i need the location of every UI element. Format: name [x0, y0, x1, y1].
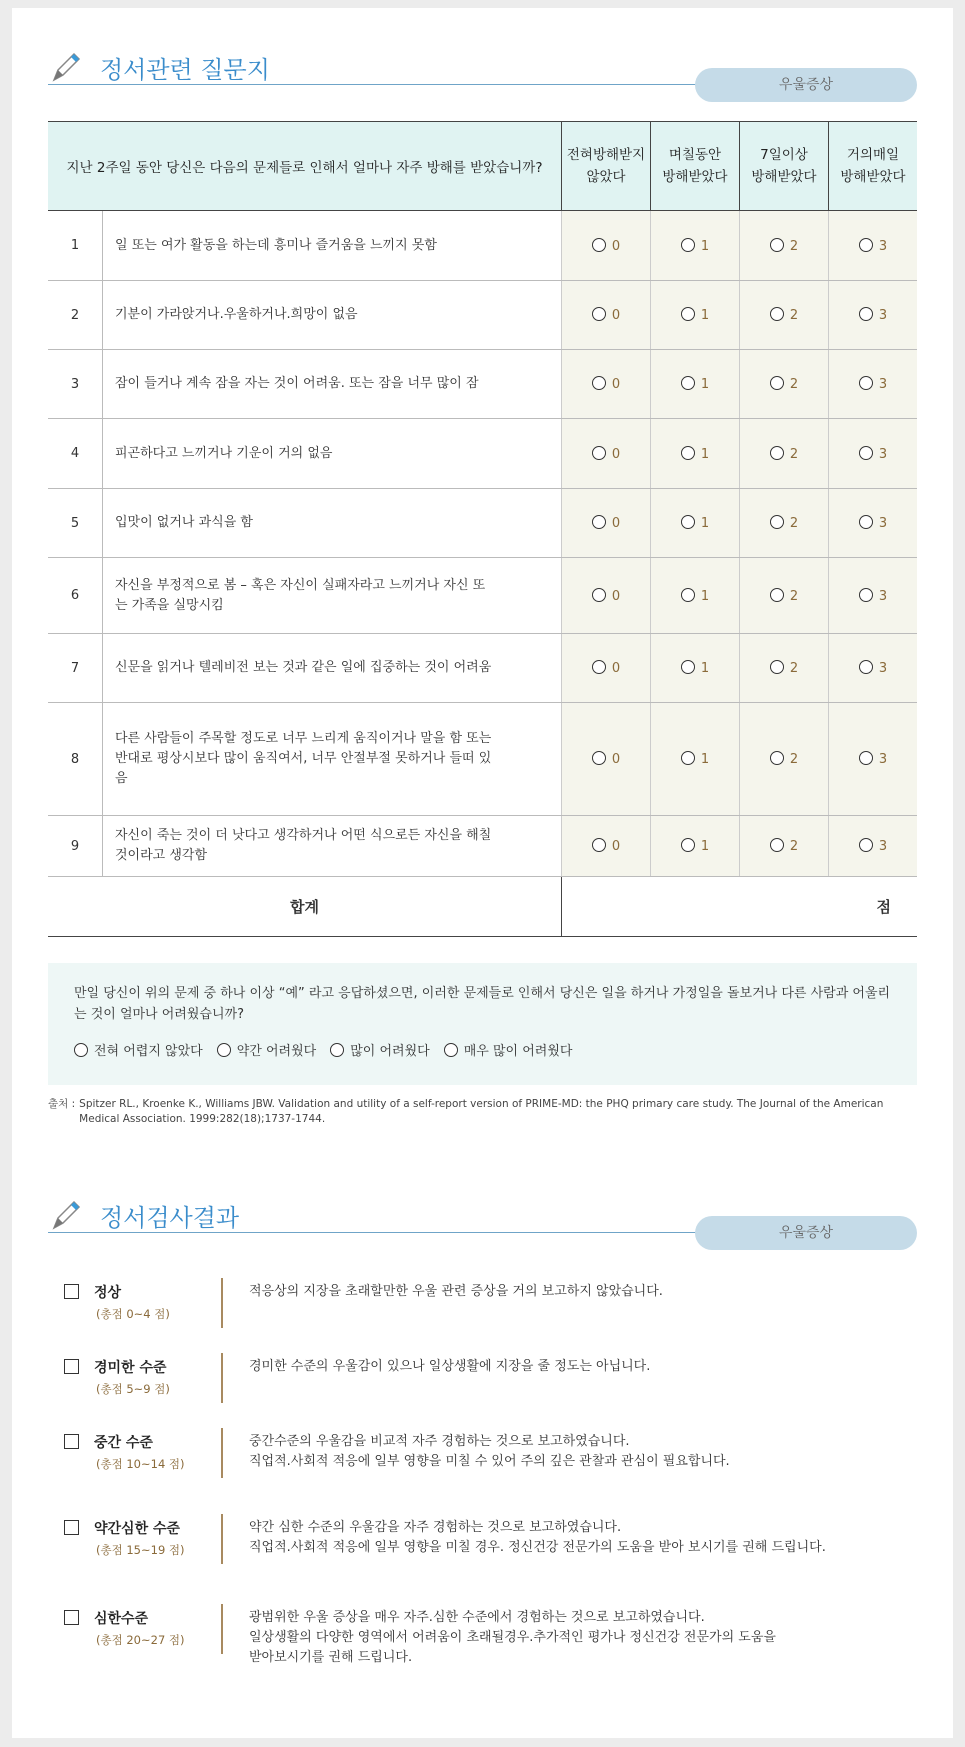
question-text: 잠이 들거나 계속 잠을 자는 것이 어려움. 또는 잠을 너무 많이 잠 [103, 350, 562, 419]
sum-unit: 점 [562, 877, 918, 937]
radio-button[interactable] [592, 838, 606, 852]
difficulty-box [48, 963, 917, 1085]
question-row [48, 634, 917, 703]
level-description: 중간수준의 우울감을 비교적 자주 경험하는 것으로 보고하였습니다. 직업적.사회적 적응에 일부 영향을 미칠 수 있어 주의 깊은 관찰과 관심이 필요합니다. [249, 1434, 730, 1469]
radio-button[interactable] [681, 515, 695, 529]
question-text: 자신을 부정적으로 봄 – 혹은 자신이 실패자라고 느끼거나 자신 또는 가족을 실망시킴 [103, 558, 562, 634]
question-number: 3 [48, 350, 103, 419]
citation-text: Spitzer RL., Kroenke K., Williams JBW. Validation and utility of a self-report version of PRIME-MD: the PHQ primary care study. The Journal of the American Medical Association. 1999:282(18);1737-1744. [79, 1098, 884, 1125]
question-number: 5 [48, 489, 103, 558]
score-value: 1 [700, 238, 710, 254]
score-value: 0 [611, 238, 621, 254]
divider [221, 1428, 223, 1478]
question-text: 피곤하다고 느끼거나 기운이 거의 없음 [103, 419, 562, 489]
score-value: 2 [789, 752, 799, 767]
radio-button[interactable] [859, 376, 873, 390]
radio-button[interactable] [770, 238, 784, 252]
score-value: 1 [700, 308, 710, 323]
question-row [48, 816, 917, 877]
question-text: 자신이 죽는 것이 더 낫다고 생각하거나 어떤 식으로든 자신을 해칠것이라고 생각함 [103, 816, 562, 877]
radio-button[interactable] [592, 446, 606, 460]
score-value: 1 [700, 839, 710, 854]
score-range: (총점 0~4 점) [96, 1307, 170, 1321]
score-value: 3 [878, 516, 888, 531]
divider [221, 1604, 223, 1654]
question-text: 기분이 가라앉거나.우울하거나.희망이 없음 [103, 281, 562, 350]
level-label: 중간 수준 [94, 1435, 153, 1451]
score-option-2[interactable] [740, 816, 829, 877]
radio-button[interactable] [330, 1043, 344, 1057]
score-value: 2 [789, 377, 799, 392]
radio-button[interactable] [592, 238, 606, 252]
score-value: 1 [700, 377, 710, 392]
question-row [48, 558, 917, 634]
score-option-1[interactable] [651, 634, 740, 703]
difficulty-option[interactable]: 전혀 어렵지 않았다 [74, 1044, 203, 1059]
radio-button[interactable] [681, 307, 695, 321]
score-range: (총점 20~27 점) [96, 1633, 185, 1647]
question-row [48, 703, 917, 816]
section-header-results [48, 1194, 917, 1244]
question-row [48, 281, 917, 350]
category-badge: 우울증상 [695, 1216, 917, 1250]
divider [221, 1514, 223, 1564]
score-option-1[interactable] [651, 489, 740, 558]
question-text: 입맛이 없거나 과식을 함 [103, 489, 562, 558]
radio-button[interactable] [770, 588, 784, 602]
score-value: 2 [789, 661, 799, 676]
radio-button[interactable] [444, 1043, 458, 1057]
radio-button[interactable] [74, 1043, 88, 1057]
checkbox[interactable] [64, 1284, 79, 1299]
difficulty-option[interactable]: 약간 어려웠다 [217, 1044, 316, 1059]
citation-label: 출처 : [48, 1098, 76, 1110]
radio-button[interactable] [770, 515, 784, 529]
score-option-3[interactable] [829, 816, 918, 877]
score-value: 3 [878, 661, 888, 676]
divider [221, 1353, 223, 1403]
pencil-icon [48, 50, 82, 84]
difficulty-option[interactable]: 많이 어려웠다 [330, 1044, 429, 1059]
question-number: 6 [48, 558, 103, 634]
option-header-1: 며칠동안 방해받았다 [651, 122, 740, 211]
divider [48, 84, 748, 85]
checkbox[interactable] [64, 1434, 79, 1449]
radio-button[interactable] [770, 307, 784, 321]
score-option-0[interactable] [562, 350, 651, 419]
radio-button[interactable] [770, 376, 784, 390]
radio-button[interactable] [859, 307, 873, 321]
score-option-2[interactable] [740, 489, 829, 558]
score-option-2[interactable] [740, 419, 829, 489]
level-description: 약간 심한 수준의 우울감을 자주 경험하는 것으로 보고하였습니다. 직업적.사회적 적응에 일부 영향을 미칠 경우. 정신건강 전문가의 도움을 받아 보시기를 권해 드립니다. [249, 1520, 826, 1555]
sum-label: 합계 [48, 877, 562, 937]
question-row [48, 350, 917, 419]
score-option-0[interactable] [562, 211, 651, 281]
score-option-2[interactable] [740, 350, 829, 419]
score-value: 0 [611, 308, 621, 323]
radio-button[interactable] [859, 751, 873, 765]
score-value: 3 [878, 839, 888, 854]
radio-button[interactable] [592, 751, 606, 765]
radio-button[interactable] [770, 838, 784, 852]
option-header-2: 7일이상 방해받았다 [740, 122, 829, 211]
radio-button[interactable] [681, 446, 695, 460]
score-value: 1 [700, 516, 710, 531]
question-header: 지난 2주일 동안 당신은 다음의 문제들로 인해서 얼마나 자주 방해를 받았습니까? [48, 122, 562, 211]
score-option-3[interactable] [829, 489, 918, 558]
level-label: 경미한 수준 [94, 1360, 167, 1376]
score-range: (총점 5~9 점) [96, 1382, 170, 1396]
score-value: 3 [878, 308, 888, 323]
score-option-1[interactable] [651, 419, 740, 489]
score-option-1[interactable] [651, 703, 740, 816]
score-value: 3 [878, 752, 888, 767]
question-number: 4 [48, 419, 103, 489]
radio-button[interactable] [592, 660, 606, 674]
radio-button[interactable] [592, 515, 606, 529]
radio-button[interactable] [859, 838, 873, 852]
radio-button[interactable] [592, 376, 606, 390]
citation [48, 1097, 917, 1127]
section-title: 정서관련 질문지 [100, 56, 270, 84]
radio-button[interactable] [859, 446, 873, 460]
level-label: 심한수준 [94, 1611, 149, 1627]
score-value: 2 [789, 516, 799, 531]
score-value: 2 [789, 839, 799, 854]
level-description: 광범위한 우울 증상을 매우 자주.심한 수준에서 경험하는 것으로 보고하였습니다. 일상생활의 다양한 영역에서 어려움이 초래될경우.추가적인 평가나 정신건강 전문가의 도움을 받아보시기를 권해 드립니다. [249, 1610, 776, 1665]
score-value: 0 [611, 588, 621, 604]
score-value: 3 [878, 446, 888, 462]
score-option-2[interactable] [740, 703, 829, 816]
score-option-1[interactable] [651, 281, 740, 350]
option-header-3: 거의매일 방해받았다 [829, 122, 918, 211]
checkbox[interactable] [64, 1520, 79, 1535]
radio-button[interactable] [681, 838, 695, 852]
score-value: 0 [611, 377, 621, 392]
score-option-0[interactable] [562, 489, 651, 558]
score-option-0[interactable] [562, 281, 651, 350]
score-value: 1 [700, 661, 710, 676]
score-option-0[interactable] [562, 634, 651, 703]
score-option-0[interactable] [562, 703, 651, 816]
score-option-3[interactable] [829, 281, 918, 350]
score-option-3[interactable] [829, 350, 918, 419]
level-description: 경미한 수준의 우울감이 있으나 일상생활에 지장을 줄 정도는 아닙니다. [249, 1359, 651, 1374]
question-row [48, 211, 917, 281]
score-value: 0 [611, 752, 621, 767]
checkbox[interactable] [64, 1610, 79, 1625]
divider [221, 1278, 223, 1328]
score-value: 0 [611, 661, 621, 676]
radio-button[interactable] [859, 515, 873, 529]
radio-button[interactable] [681, 751, 695, 765]
score-value: 1 [700, 588, 710, 604]
score-value: 3 [878, 238, 888, 254]
question-row [48, 419, 917, 489]
radio-button[interactable] [681, 376, 695, 390]
section-header-questionnaire [48, 46, 917, 96]
radio-button[interactable] [770, 660, 784, 674]
score-option-1[interactable] [651, 816, 740, 877]
question-number: 8 [48, 703, 103, 816]
question-text: 일 또는 여가 활동을 하는데 흥미나 즐거움을 느끼지 못함 [103, 211, 562, 281]
question-number: 7 [48, 634, 103, 703]
question-number: 1 [48, 211, 103, 281]
radio-button[interactable] [859, 660, 873, 674]
score-option-0[interactable] [562, 816, 651, 877]
score-value: 0 [611, 516, 621, 531]
score-value: 0 [611, 446, 621, 462]
score-value: 3 [878, 588, 888, 604]
radio-button[interactable] [681, 588, 695, 602]
score-range: (총점 15~19 점) [96, 1543, 185, 1557]
radio-button[interactable] [681, 238, 695, 252]
question-row [48, 489, 917, 558]
difficulty-options [74, 1040, 586, 1059]
score-value: 1 [700, 752, 710, 767]
level-description: 적응상의 지장을 초래할만한 우울 관련 증상을 거의 보고하지 않았습니다. [249, 1284, 663, 1299]
score-value: 2 [789, 238, 799, 254]
radio-button[interactable] [592, 307, 606, 321]
question-text: 신문을 읽거나 텔레비전 보는 것과 같은 일에 집중하는 것이 어려움 [103, 634, 562, 703]
score-value: 0 [611, 839, 621, 854]
score-option-3[interactable] [829, 703, 918, 816]
phq9-table [48, 121, 917, 937]
score-option-2[interactable] [740, 558, 829, 634]
score-option-3[interactable] [829, 634, 918, 703]
difficulty-question: 만일 당신이 위의 문제 중 하나 이상 “예” 라고 응답하셨으면, 이러한 문제들로 인해서 당신은 일을 하거나 가정일을 돌보거나 다른 사람과 어울리는 것이 얼마나 어려웠습니까? [74, 986, 891, 1022]
score-value: 3 [878, 377, 888, 392]
divider [48, 1232, 748, 1233]
question-number: 9 [48, 816, 103, 877]
option-header-0: 전혀방해받지 않았다 [562, 122, 651, 211]
score-option-1[interactable] [651, 211, 740, 281]
radio-button[interactable] [681, 660, 695, 674]
level-label: 약간심한 수준 [94, 1521, 181, 1537]
score-option-2[interactable] [740, 211, 829, 281]
score-option-3[interactable] [829, 211, 918, 281]
question-number: 2 [48, 281, 103, 350]
radio-button[interactable] [592, 588, 606, 602]
score-value: 2 [789, 308, 799, 323]
score-option-1[interactable] [651, 350, 740, 419]
radio-button[interactable] [859, 588, 873, 602]
question-text: 다른 사람들이 주목할 정도로 너무 느리게 움직이거나 말을 함 또는 반대로 평상시보다 많이 움직여서, 너무 안절부절 못하거나 들떠 있음 [103, 703, 562, 816]
level-label: 정상 [94, 1285, 122, 1301]
score-range: (총점 10~14 점) [96, 1457, 185, 1471]
radio-button[interactable] [770, 751, 784, 765]
score-option-3[interactable] [829, 419, 918, 489]
score-option-1[interactable] [651, 558, 740, 634]
checkbox[interactable] [64, 1359, 79, 1374]
score-value: 2 [789, 588, 799, 604]
radio-button[interactable] [217, 1043, 231, 1057]
score-option-2[interactable] [740, 281, 829, 350]
score-value: 2 [789, 446, 799, 462]
score-value: 1 [700, 446, 710, 462]
radio-button[interactable] [859, 238, 873, 252]
pencil-icon [48, 1198, 82, 1232]
score-option-0[interactable] [562, 419, 651, 489]
score-option-0[interactable] [562, 558, 651, 634]
section-title: 정서검사결과 [100, 1204, 240, 1232]
radio-button[interactable] [770, 446, 784, 460]
category-badge: 우울증상 [695, 68, 917, 102]
score-option-2[interactable] [740, 634, 829, 703]
score-option-3[interactable] [829, 558, 918, 634]
difficulty-option[interactable]: 매우 많이 어려웠다 [444, 1044, 573, 1059]
